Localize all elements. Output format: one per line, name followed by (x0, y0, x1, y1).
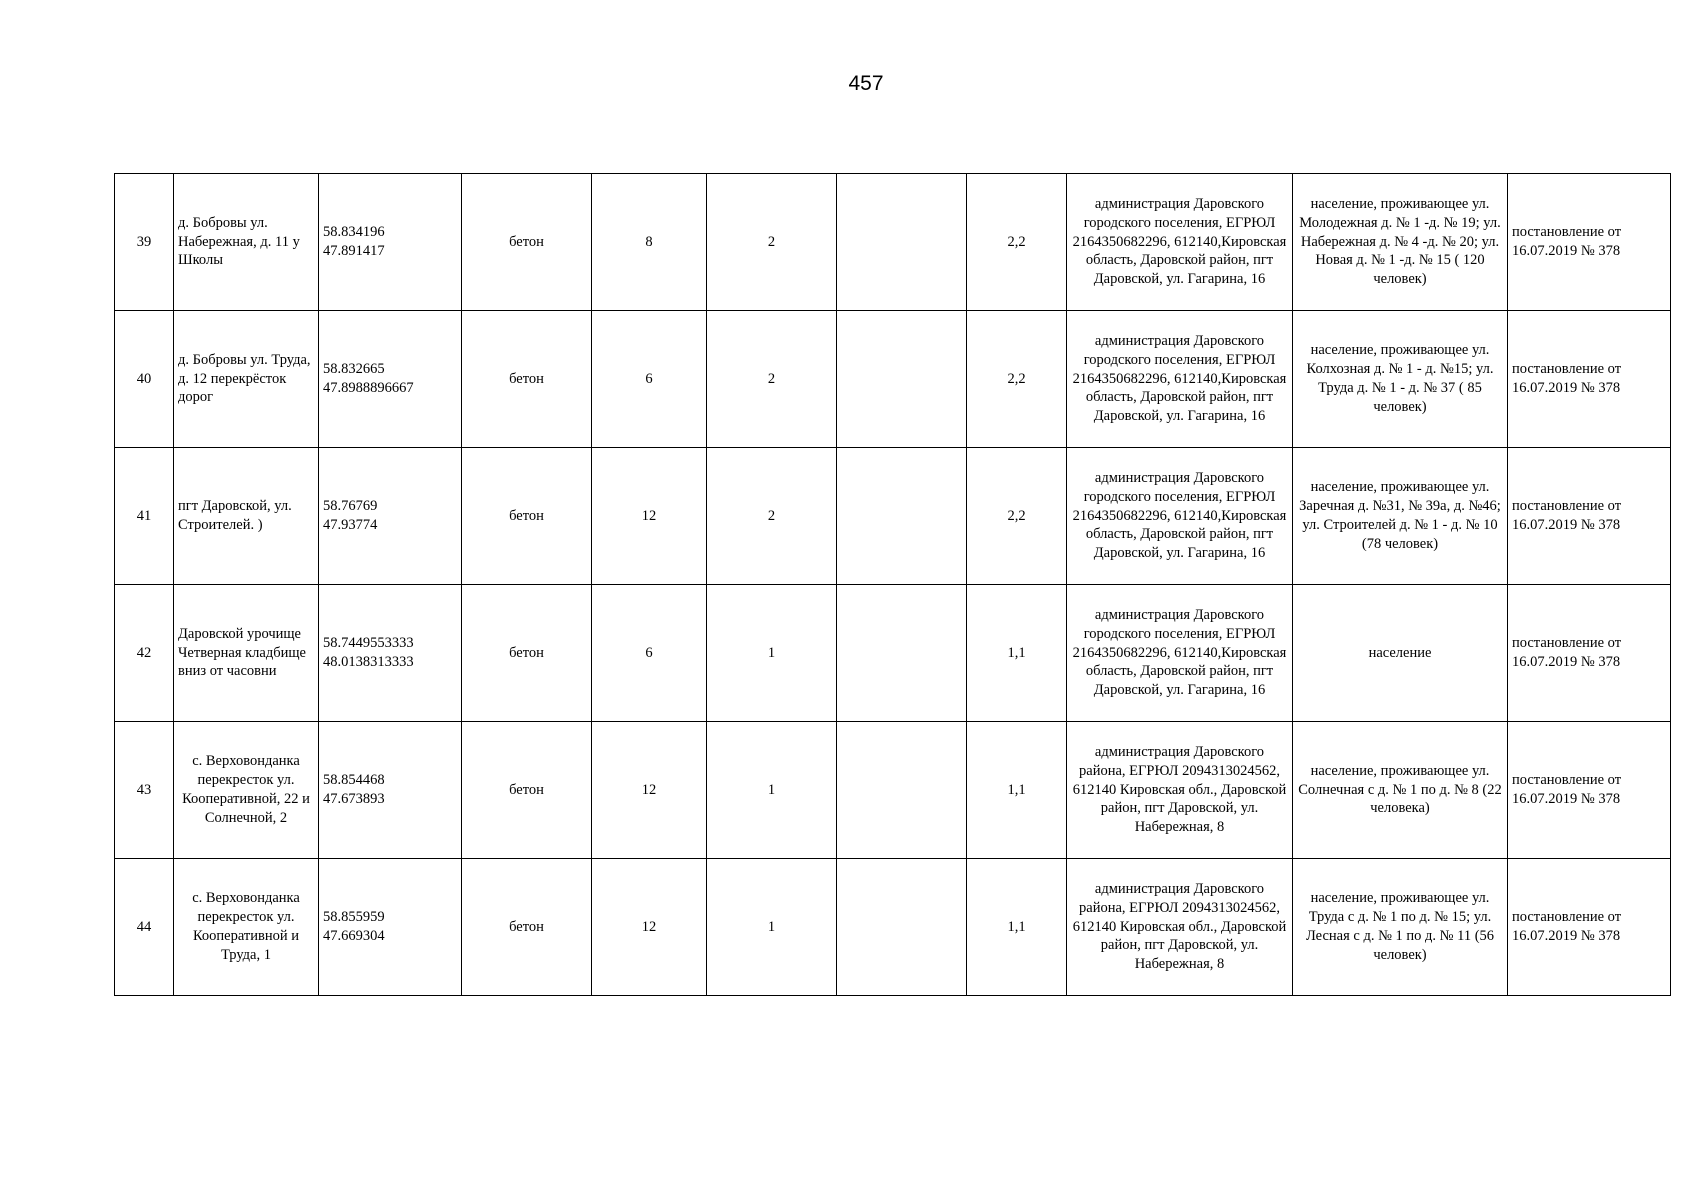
extra-volume (837, 174, 967, 311)
longitude: 47.669304 (323, 928, 385, 944)
row-number: 41 (115, 448, 174, 585)
latitude: 58.7449553333 (323, 635, 414, 652)
surface-type: бетон (462, 722, 592, 859)
row-number: 42 (115, 585, 174, 722)
site-users: население (1293, 585, 1508, 722)
site-owner: администрация Даровского района, ЕГРЮЛ 2094313024562, 612140 Кировская обл., Даровской район, пгт Даровской, ул. Набережная, 8 (1067, 722, 1293, 859)
table-row (115, 585, 1671, 722)
site-address: д. Бобровы ул. Труда, д. 12 перекрёсток дорог (174, 311, 319, 448)
site-address: с. Верховонданка перекресток ул. Кооперативной, 22 и Солнечной, 2 (174, 722, 319, 859)
latitude: 58.854468 (323, 772, 385, 789)
extra-volume (837, 448, 967, 585)
site-coordinates (319, 859, 462, 996)
row-number: 44 (115, 859, 174, 996)
decree-reference: постановление от 16.07.2019 № 378 (1508, 585, 1671, 722)
extra-volume (837, 311, 967, 448)
decree-reference: постановление от 16.07.2019 № 378 (1508, 722, 1671, 859)
site-address: Даровской урочище Четверная кладбище вниз от часовни (174, 585, 319, 722)
container-count: 2 (707, 311, 837, 448)
site-area: 12 (592, 448, 707, 585)
container-volume: 2,2 (967, 311, 1067, 448)
table-row (115, 722, 1671, 859)
site-owner: администрация Даровского района, ЕГРЮЛ 2094313024562, 612140 Кировская обл., Даровской район, пгт Даровской, ул. Набережная, 8 (1067, 859, 1293, 996)
table-row (115, 859, 1671, 996)
decree-reference: постановление от 16.07.2019 № 378 (1508, 311, 1671, 448)
site-owner: администрация Даровского городского поселения, ЕГРЮЛ 2164350682296, 612140,Кировская область, Даровской район, пгт Даровской, ул. Гагарина, 16 (1067, 585, 1293, 722)
site-area: 6 (592, 585, 707, 722)
container-count: 1 (707, 859, 837, 996)
site-users: население, проживающее ул. Заречная д. №31, № 39а, д. №46; ул. Строителей д. № 1 - д. № 10 (78 человек) (1293, 448, 1508, 585)
container-volume: 1,1 (967, 859, 1067, 996)
site-address: пгт Даровской, ул. Строителей. ) (174, 448, 319, 585)
table-row (115, 448, 1671, 585)
container-count: 1 (707, 722, 837, 859)
surface-type: бетон (462, 311, 592, 448)
latitude: 58.855959 (323, 909, 385, 926)
extra-volume (837, 859, 967, 996)
surface-type: бетон (462, 859, 592, 996)
latitude: 58.76769 (323, 498, 378, 515)
site-address: д. Бобровы ул. Набережная, д. 11 у Школы (174, 174, 319, 311)
site-users: население, проживающее ул. Молодежная д. № 1 -д. № 19; ул. Набережная д. № 4 -д. № 20; ул. Новая д. № 1 -д. № 15 ( 120 человек) (1293, 174, 1508, 311)
surface-type: бетон (462, 174, 592, 311)
extra-volume (837, 722, 967, 859)
site-users: население, проживающее ул. Солнечная с д. № 1 по д. № 8 (22 человека) (1293, 722, 1508, 859)
decree-reference: постановление от 16.07.2019 № 378 (1508, 448, 1671, 585)
longitude: 47.891417 (323, 243, 385, 259)
table-row (115, 311, 1671, 448)
site-coordinates (319, 585, 462, 722)
container-volume: 2,2 (967, 448, 1067, 585)
container-volume: 1,1 (967, 722, 1067, 859)
site-owner: администрация Даровского городского поселения, ЕГРЮЛ 2164350682296, 612140,Кировская область, Даровской район, пгт Даровской, ул. Гагарина, 16 (1067, 174, 1293, 311)
container-count: 1 (707, 585, 837, 722)
site-users: население, проживающее ул. Труда с д. № 1 по д. № 15; ул. Лесная с д. № 1 по д. № 11 (56 человек) (1293, 859, 1508, 996)
site-coordinates (319, 448, 462, 585)
page-number: 457 (848, 72, 884, 95)
decree-reference: постановление от 16.07.2019 № 378 (1508, 174, 1671, 311)
row-number: 39 (115, 174, 174, 311)
site-coordinates (319, 722, 462, 859)
row-number: 43 (115, 722, 174, 859)
table-row (115, 174, 1671, 311)
surface-type: бетон (462, 585, 592, 722)
latitude: 58.832665 (323, 361, 385, 378)
site-coordinates (319, 311, 462, 448)
surface-type: бетон (462, 448, 592, 585)
decree-reference: постановление от 16.07.2019 № 378 (1508, 859, 1671, 996)
site-users: население, проживающее ул. Колхозная д. № 1 - д. №15; ул. Труда д. № 1 - д. № 37 ( 85 человек) (1293, 311, 1508, 448)
longitude: 47.93774 (323, 517, 378, 533)
longitude: 47.8988896667 (323, 380, 414, 396)
site-area: 12 (592, 859, 707, 996)
site-area: 6 (592, 311, 707, 448)
container-count: 2 (707, 448, 837, 585)
site-area: 12 (592, 722, 707, 859)
longitude: 47.673893 (323, 791, 385, 807)
site-address: с. Верховонданка перекресток ул. Кооперативной и Труда, 1 (174, 859, 319, 996)
container-volume: 1,1 (967, 585, 1067, 722)
row-number: 40 (115, 311, 174, 448)
waste-sites-table (114, 173, 1671, 996)
site-coordinates (319, 174, 462, 311)
latitude: 58.834196 (323, 224, 385, 241)
extra-volume (837, 585, 967, 722)
container-volume: 2,2 (967, 174, 1067, 311)
site-area: 8 (592, 174, 707, 311)
container-count: 2 (707, 174, 837, 311)
longitude: 48.0138313333 (323, 654, 414, 670)
site-owner: администрация Даровского городского поселения, ЕГРЮЛ 2164350682296, 612140,Кировская область, Даровской район, пгт Даровской, ул. Гагарина, 16 (1067, 448, 1293, 585)
site-owner: администрация Даровского городского поселения, ЕГРЮЛ 2164350682296, 612140,Кировская область, Даровской район, пгт Даровской, ул. Гагарина, 16 (1067, 311, 1293, 448)
